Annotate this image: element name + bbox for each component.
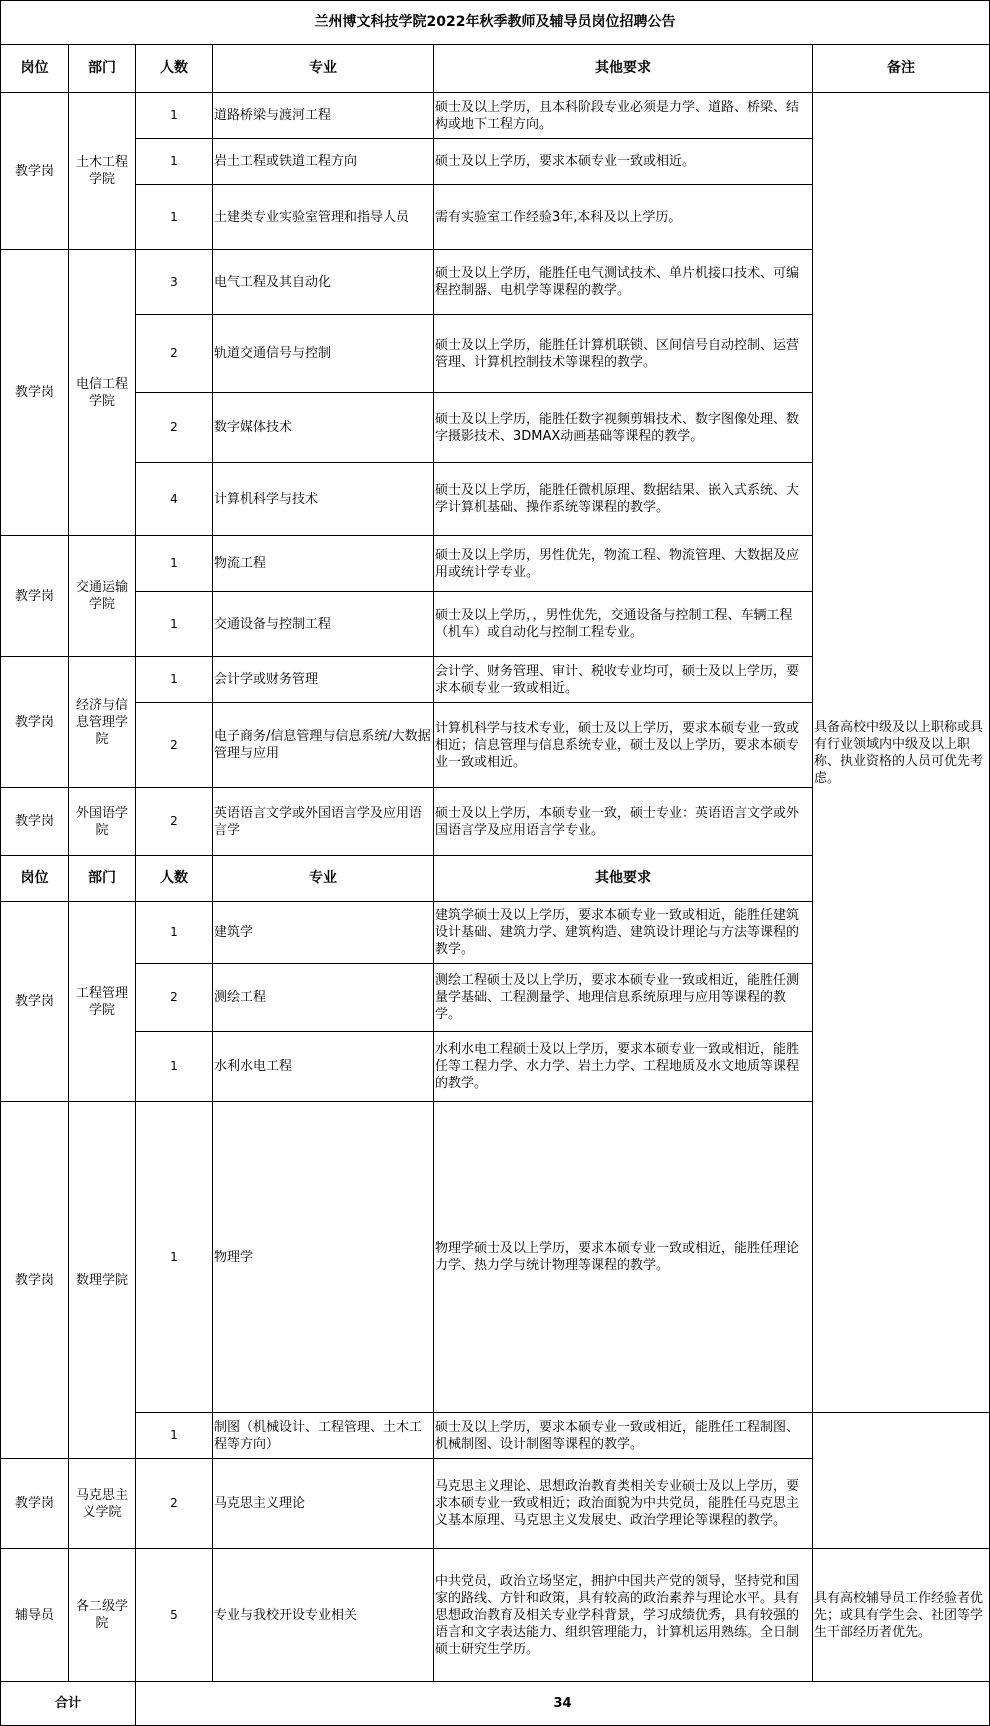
position-cell: 教学岗 xyxy=(1,536,69,657)
requirement-cell: 中共党员，政治立场坚定，拥护中国共产党的领导，坚持党和国家的路线、方针和政策，具有较高的政治素养与理论水平。具有思想政治教育及相关专业学科背景，学习成绩优秀，具有较强的语言和文字表达能力、组织管理能力，计算机运用熟练。全日制硕士研究生学历。 xyxy=(434,1549,813,1682)
count-cell: 5 xyxy=(136,1549,213,1682)
remarks-cell: 具有高校辅导员工作经验者优先；或具有学生会、社团等学生干部经历者优先。 xyxy=(813,1549,990,1682)
requirement-cell: 硕士及以上学历，能胜任数字视频剪辑技术、数字图像处理、数字摄影技术、3DMAX动画基础等课程的教学。 xyxy=(434,393,813,463)
table-header xyxy=(1,45,990,93)
count-cell: 3 xyxy=(136,250,213,315)
position-cell: 教学岗 xyxy=(1,657,69,788)
requirement-cell: 硕士及以上学历，要求本硕专业一致或相近，能胜任工程制图、机械制图、设计制图等课程的教学。 xyxy=(434,1413,813,1459)
position-cell: 教学岗 xyxy=(1,788,69,856)
requirement-cell: 计算机科学与技术专业，硕士及以上学历，要求本硕专业一致或相近；信息管理与信息系统专业，硕士及以上学历，要求本硕专业一致或相近。 xyxy=(434,703,813,788)
requirement-cell: 硕士及以上学历，要求本硕专业一致或相近。 xyxy=(434,139,813,185)
major-cell: 马克思主义理论 xyxy=(213,1459,434,1549)
requirement-cell: 需有实验室工作经验3年,本科及以上学历。 xyxy=(434,185,813,250)
header-remarks: 备注 xyxy=(813,45,990,93)
header-count: 人数 xyxy=(136,45,213,93)
total-row xyxy=(1,1682,990,1726)
header-requirements: 其他要求 xyxy=(434,856,813,902)
header-position: 岗位 xyxy=(1,45,69,93)
major-cell: 道路桥梁与渡河工程 xyxy=(213,93,434,139)
department-cell: 土木工程学院 xyxy=(69,93,136,250)
requirement-cell: 硕士及以上学历，且本科阶段专业必须是力学、道路、桥梁、结构或地下工程方向。 xyxy=(434,93,813,139)
header-department: 部门 xyxy=(69,45,136,93)
major-cell: 专业与我校开设专业相关 xyxy=(213,1549,434,1682)
count-cell: 1 xyxy=(136,139,213,185)
requirement-cell: 会计学、财务管理、审计、税收专业均可，硕士及以上学历，要求本硕专业一致或相近。 xyxy=(434,657,813,703)
count-cell: 1 xyxy=(136,185,213,250)
count-cell: 2 xyxy=(136,788,213,856)
position-cell: 教学岗 xyxy=(1,1102,69,1459)
major-cell: 轨道交通信号与控制 xyxy=(213,315,434,393)
position-cell: 教学岗 xyxy=(1,1459,69,1549)
requirement-cell: 物理学硕士及以上学历，要求本硕专业一致或相近，能胜任理论力学、热力学与统计物理等课程的教学。 xyxy=(434,1102,813,1413)
requirement-cell: 硕士及以上学历，能胜任计算机联锁、区间信号自动控制、运营管理、计算机控制技术等课程的教学。 xyxy=(434,315,813,393)
count-cell: 1 xyxy=(136,902,213,964)
count-cell: 1 xyxy=(136,1032,213,1102)
department-cell: 电信工程学院 xyxy=(69,250,136,536)
requirement-cell: 测绘工程硕士及以上学历，要求本硕专业一致或相近，能胜任测量学基础、工程测量学、地理信息系统原理与应用等课程的教学。 xyxy=(434,964,813,1032)
requirement-cell: 硕士及以上学历，本硕专业一致，硕士专业：英语语言文学或外国语言学及应用语言学专业。 xyxy=(434,788,813,856)
count-cell: 2 xyxy=(136,393,213,463)
department-cell: 工程管理学院 xyxy=(69,902,136,1102)
major-cell: 水利水电工程 xyxy=(213,1032,434,1102)
position-cell: 教学岗 xyxy=(1,250,69,536)
department-cell: 数理学院 xyxy=(69,1102,136,1459)
requirement-cell: 建筑学硕士及以上学历，要求本硕专业一致或相近，能胜任建筑设计基础、建筑力学、建筑构造、建筑设计理论与方法等课程的教学。 xyxy=(434,902,813,964)
header-department: 部门 xyxy=(69,856,136,902)
department-cell: 经济与信息管理学院 xyxy=(69,657,136,788)
total-label: 合计 xyxy=(1,1682,136,1726)
position-cell: 辅导员 xyxy=(1,1549,69,1682)
major-cell: 土建类专业实验室管理和指导人员 xyxy=(213,185,434,250)
major-cell: 岩土工程或铁道工程方向 xyxy=(213,139,434,185)
department-cell: 马克思主义学院 xyxy=(69,1459,136,1549)
count-cell: 1 xyxy=(136,592,213,657)
requirement-cell: 马克思主义理论、思想政治教育类相关专业硕士及以上学历，要求本硕专业一致或相近；政治面貌为中共党员，能胜任马克思主义基本原理、马克思主义发展史、政治学理论等课程的教学。 xyxy=(434,1459,813,1549)
remarks-cell: 具备高校中级及以上职称或具有行业领域内中级及以上职称、执业资格的人员可优先考虑。 xyxy=(813,93,990,1413)
total-value: 34 xyxy=(136,1682,990,1726)
count-cell: 2 xyxy=(136,315,213,393)
header-major: 专业 xyxy=(213,45,434,93)
header-count: 人数 xyxy=(136,856,213,902)
major-cell: 制图（机械设计、工程管理、土木工程等方向） xyxy=(213,1413,434,1459)
requirement-cell: 硕士及以上学历，能胜任微机原理、数据结果、嵌入式系统、大学计算机基础、操作系统等课程的教学。 xyxy=(434,463,813,536)
major-cell: 测绘工程 xyxy=(213,964,434,1032)
requirement-cell: 水利水电工程硕士及以上学历，要求本硕专业一致或相近，能胜任等工程力学、水力学、岩土力学、工程地质及水文地质等课程的教学。 xyxy=(434,1032,813,1102)
major-cell: 交通设备与控制工程 xyxy=(213,592,434,657)
major-cell: 数字媒体技术 xyxy=(213,393,434,463)
department-cell: 交通运输学院 xyxy=(69,536,136,657)
position-cell: 教学岗 xyxy=(1,93,69,250)
table-row xyxy=(1,1549,990,1682)
count-cell: 1 xyxy=(136,93,213,139)
count-cell: 2 xyxy=(136,1459,213,1549)
count-cell: 2 xyxy=(136,964,213,1032)
table-row xyxy=(1,93,990,139)
count-cell: 1 xyxy=(136,536,213,592)
position-cell: 教学岗 xyxy=(1,902,69,1102)
major-cell: 会计学或财务管理 xyxy=(213,657,434,703)
table-row xyxy=(1,1413,990,1459)
table-row xyxy=(1,1459,990,1549)
count-cell: 1 xyxy=(136,1102,213,1413)
department-cell: 各二级学院 xyxy=(69,1549,136,1682)
major-cell: 计算机科学与技术 xyxy=(213,463,434,536)
major-cell: 物流工程 xyxy=(213,536,434,592)
major-cell: 物理学 xyxy=(213,1102,434,1413)
major-cell: 英语语言文学或外国语言学及应用语言学 xyxy=(213,788,434,856)
department-cell: 外国语学院 xyxy=(69,788,136,856)
major-cell: 电气工程及其自动化 xyxy=(213,250,434,315)
count-cell: 1 xyxy=(136,1413,213,1459)
major-cell: 电子商务/信息管理与信息系统/大数据管理与应用 xyxy=(213,703,434,788)
count-cell: 2 xyxy=(136,703,213,788)
header-requirements: 其他要求 xyxy=(434,45,813,93)
requirement-cell: 硕士及以上学历，，男性优先，交通设备与控制工程、车辆工程（机车）或自动化与控制工程专业。 xyxy=(434,592,813,657)
requirement-cell: 硕士及以上学历，能胜任电气测试技术、单片机接口技术、可编程控制器、电机学等课程的教学。 xyxy=(434,250,813,315)
page-title: 兰州博文科技学院2022年秋季教师及辅导员岗位招聘公告 xyxy=(1,1,990,45)
header-major: 专业 xyxy=(213,856,434,902)
count-cell: 1 xyxy=(136,657,213,703)
count-cell: 4 xyxy=(136,463,213,536)
requirement-cell: 硕士及以上学历，男性优先，物流工程、物流管理、大数据及应用或统计学专业。 xyxy=(434,536,813,592)
major-cell: 建筑学 xyxy=(213,902,434,964)
header-position: 岗位 xyxy=(1,856,69,902)
